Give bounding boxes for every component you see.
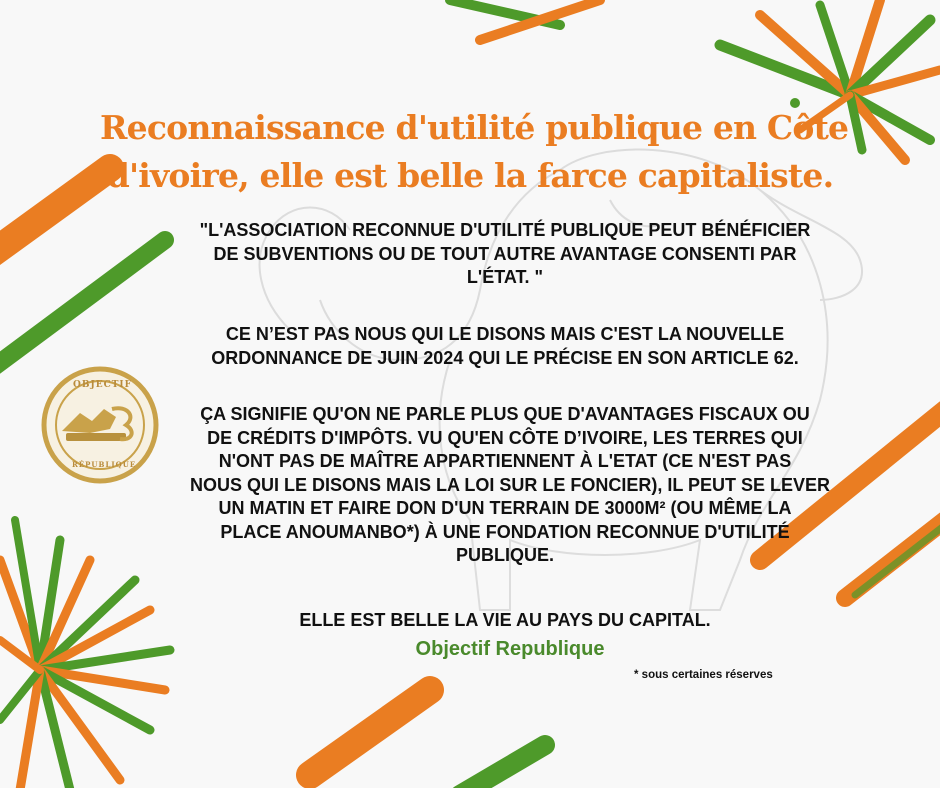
firework-bottom-left-icon <box>0 520 170 788</box>
brush-strokes-bottom <box>310 690 545 788</box>
logo-top-text: OBJECTIF <box>73 380 133 390</box>
quote-paragraph <box>190 219 820 290</box>
closing-line: ELLE EST BELLE LA VIE AU PAYS DU CAPITAL. <box>299 610 711 630</box>
explanation-line: N'ONT PAS DE MAÎTRE APPARTIENNENT À L'ETAT (CE N'EST PAS <box>218 451 792 471</box>
page-title <box>100 104 849 200</box>
explanation-line: UN MATIN ET FAIRE DON D'UN TERRAIN DE 3000M² (OU MÊME LA <box>218 498 792 518</box>
logo-bottom-text: RÉPUBLIQUE <box>72 460 137 469</box>
title-line-1: Reconnaissance d'utilité publique en Côte <box>100 108 849 147</box>
source-line: ORDONNANCE DE JUIN 2024 QUI LE PRÉCISE EN SON ARTICLE 62. <box>211 347 799 368</box>
objectif-republique-logo <box>40 365 160 485</box>
explanation-line: PUBLIQUE. <box>455 545 554 565</box>
closing-paragraph <box>190 609 820 633</box>
footnote: * sous certaines réserves <box>634 669 773 681</box>
explanation-line: PLACE ANOUMANBO*) À UNE FONDATION RECONNUE D'UTILITÉ <box>220 521 790 542</box>
explanation-line: ÇA SIGNIFIE QU'ON NE PARLE PLUS QUE D'AVANTAGES FISCAUX OU <box>200 404 810 424</box>
source-line: CE N’EST PAS NOUS QUI LE DISONS MAIS C'EST LA NOUVELLE <box>225 324 785 344</box>
explanation-line: NOUS QUI LE DISONS MAIS LA LOI SUR LE FONCIER), IL PEUT SE LEVER <box>190 474 831 495</box>
explanation-line: DE CRÉDITS D'IMPÔTS. VU QU'EN CÔTE D’IVOIRE, LES TERRES QUI <box>207 427 803 448</box>
quote-line: DE SUBVENTIONS OU DE TOUT AUTRE AVANTAGE CONSENTI PAR <box>213 243 797 264</box>
explanation-paragraph <box>190 403 831 568</box>
quote-line: L'ÉTAT. " <box>466 267 544 287</box>
signature: Objectif Republique <box>415 638 605 660</box>
source-paragraph <box>190 323 820 370</box>
quote-line: "L'ASSOCIATION RECONNUE D'UTILITÉ PUBLIQUE PEUT BÉNÉFICIER <box>199 220 811 240</box>
title-line-2: d'ivoire, elle est belle la farce capitaliste. <box>106 156 834 195</box>
